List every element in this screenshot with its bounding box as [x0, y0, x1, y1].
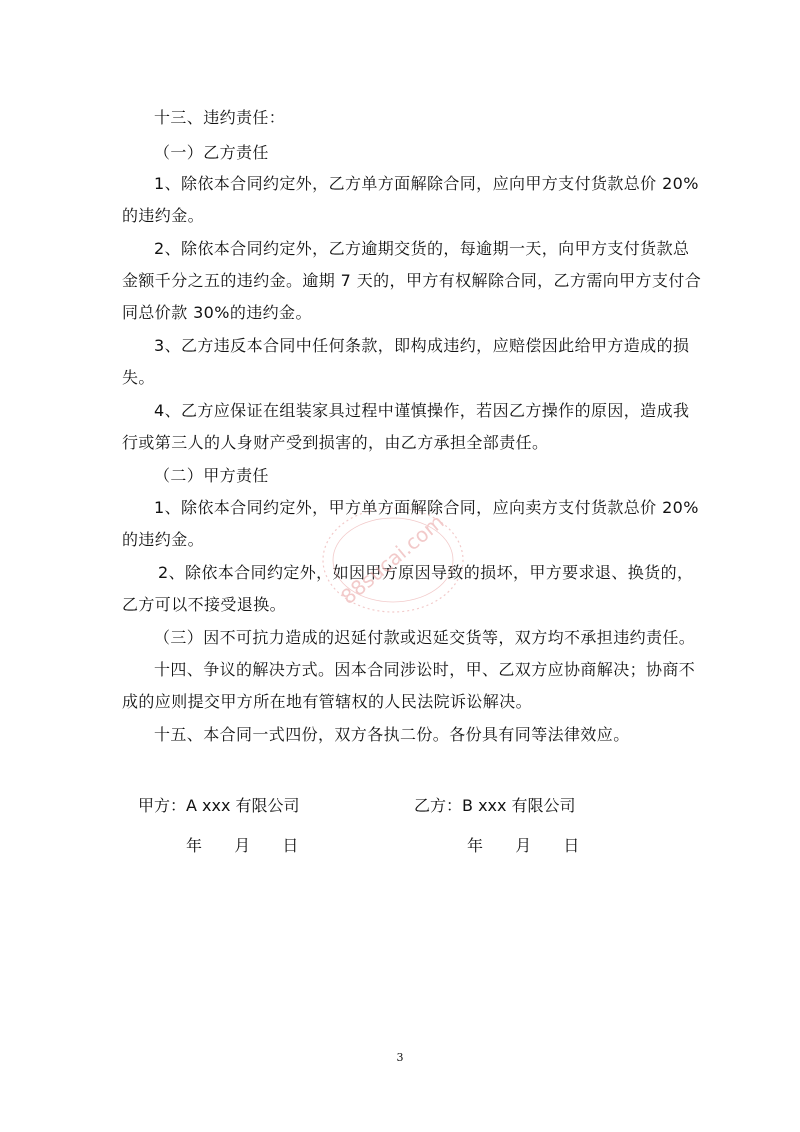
- force-majeure-clause: （三）因不可抗力造成的迟延付款或迟延交货等，双方均不承担违约责任。: [154, 628, 696, 647]
- section-13-title: 十三、违约责任：: [154, 108, 286, 127]
- watermark-text: 88sucai.com: [336, 509, 449, 610]
- clause-b2-line2: 金额千分之五的违约金。逾期 7 天的，甲方有权解除合同，乙方需向甲方支付合: [122, 271, 702, 290]
- section-14-line1: 十四、争议的解决方式。因本合同涉讼时，甲、乙双方应协商解决；协商不: [154, 660, 696, 679]
- party-b-signature: 乙方：B xxx 有限公司: [414, 796, 576, 815]
- month-label: 月: [515, 836, 532, 855]
- section-15: 十五、本合同一式四份，双方各执二份。各份具有同等法律效应。: [154, 725, 630, 744]
- page-number: 3: [396, 1051, 404, 1064]
- clause-b4-line2: 行或第三人的人身财产受到损害的，由乙方承担全部责任。: [122, 433, 549, 452]
- watermark-stamp: [318, 500, 468, 620]
- clause-b1-line1: 1、除依本合同约定外，乙方单方面解除合同，应向甲方支付货款总价 20%: [154, 174, 699, 193]
- party-a-date: [186, 836, 298, 856]
- clause-b3-line2: 失。: [122, 368, 155, 387]
- clause-a2-line2: 乙方可以不接受退换。: [122, 595, 287, 614]
- party-b-date: [467, 836, 579, 856]
- section-14-line2: 成的应则提交甲方所在地有管辖权的人民法院诉讼解决。: [122, 692, 533, 711]
- clause-b2-line1: 2、除依本合同约定外，乙方逾期交货的，每逾期一天，向甲方支付货款总: [154, 239, 690, 258]
- day-label: 日: [282, 836, 299, 855]
- clause-a1-line1: 1、除依本合同约定外，甲方单方面解除合同，应向卖方支付货款总价 20%: [154, 498, 699, 517]
- clause-a1-line2: 的违约金。: [122, 530, 205, 549]
- clause-a2-line1: 2、除依本合同约定外，如因甲方原因导致的损坏，甲方要求退、换货的，: [158, 563, 694, 582]
- year-label: 年: [186, 836, 203, 855]
- month-label: 月: [234, 836, 251, 855]
- day-label: 日: [563, 836, 580, 855]
- clause-b3-line1: 3、乙方违反本合同中任何条款，即构成违约，应赔偿因此给甲方造成的损: [154, 336, 690, 355]
- party-a-signature: 甲方：A xxx 有限公司: [138, 796, 300, 815]
- clause-b2-line3: 同总价款 30%的违约金。: [122, 303, 312, 322]
- clause-b4-line1: 4、乙方应保证在组装家具过程中谨慎操作，若因乙方操作的原因，造成我: [154, 401, 690, 420]
- year-label: 年: [467, 836, 484, 855]
- clause-b1-line2: 的违约金。: [122, 206, 205, 225]
- party-b-heading: （一）乙方责任: [154, 143, 269, 162]
- party-a-heading: （二）甲方责任: [154, 466, 269, 485]
